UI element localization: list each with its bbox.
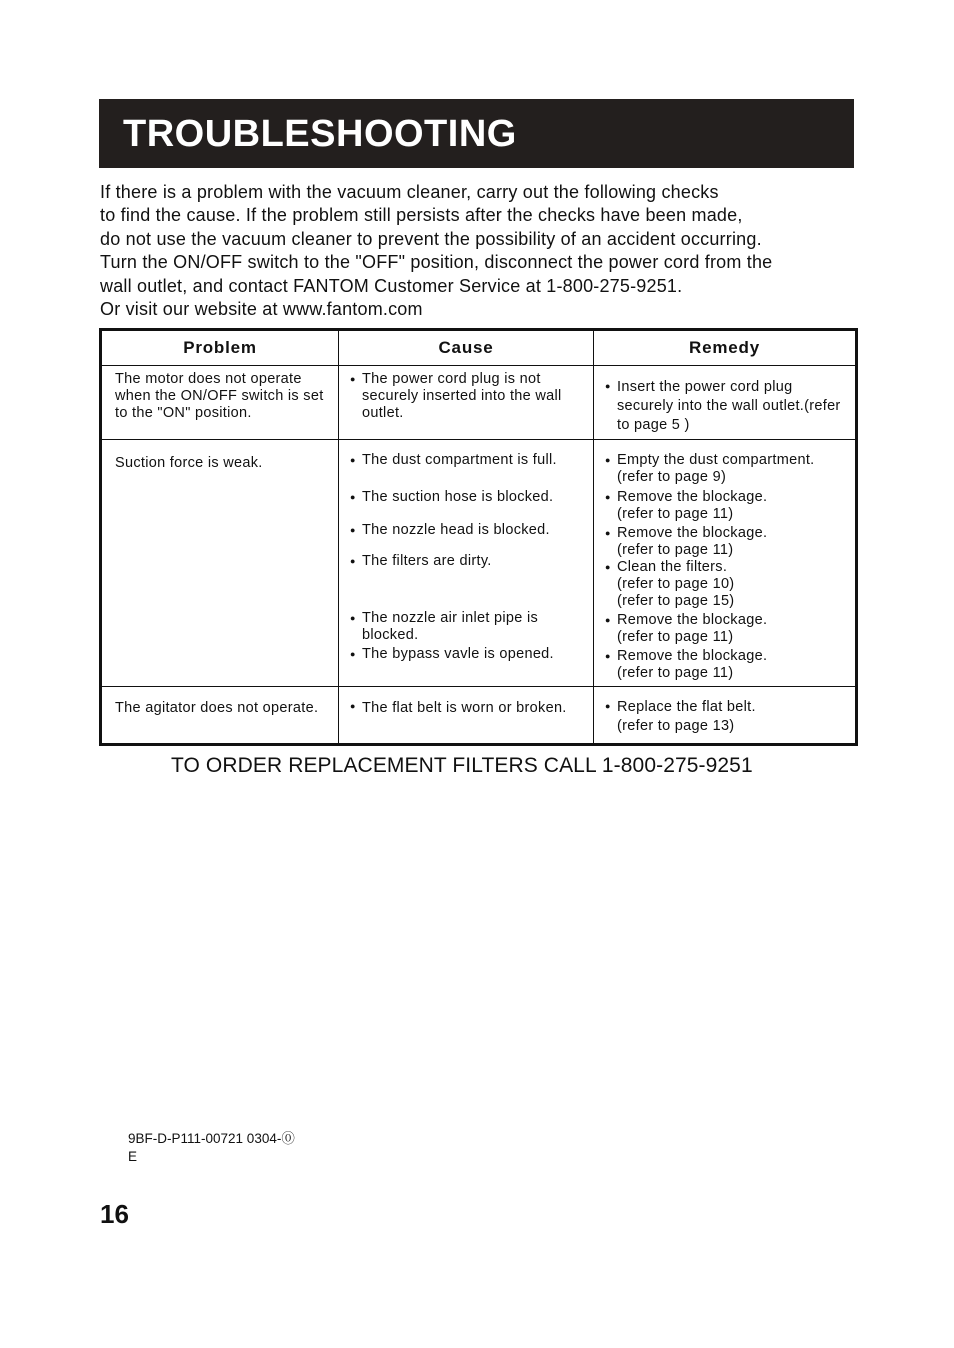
problem-cell	[101, 440, 339, 687]
remedy-text: Remove the blockage.	[617, 612, 768, 628]
remedy-page-ref: (refer to page 11)	[617, 665, 734, 681]
document-code-line: 9BF-D-P111-00721 0304-⓪	[128, 1131, 295, 1146]
remedy-text: Remove the blockage.	[617, 648, 768, 664]
cause-text: The nozzle head is blocked.	[362, 522, 550, 538]
remedy-text: Remove the blockage.	[617, 489, 768, 505]
cause-cell	[339, 440, 594, 687]
problem-text: The motor does not operate when the ON/OFF switch is set to the "ON" position.	[115, 371, 324, 421]
remedy-item	[605, 648, 848, 682]
intro-line: Turn the ON/OFF switch to the "OFF" position, disconnect the power cord from the	[100, 252, 773, 273]
problem-text: The agitator does not operate.	[115, 700, 319, 716]
bullet-icon: ●	[605, 381, 611, 391]
cause-text: The bypass vavle is opened.	[362, 646, 554, 662]
remedy-page-ref: (refer to page 11)	[617, 506, 734, 522]
title-bar	[99, 99, 854, 168]
bullet-icon: ●	[350, 701, 356, 711]
bullet-icon: ●	[350, 649, 356, 659]
table-header-row	[101, 330, 857, 366]
troubleshooting-table	[99, 328, 858, 746]
bullet-icon: ●	[605, 455, 611, 465]
bullet-icon: ●	[350, 374, 356, 384]
bullet-icon: ●	[605, 615, 611, 625]
remedy-cell	[594, 366, 857, 440]
remedy-item	[605, 612, 848, 646]
cause-text: The dust compartment is full.	[362, 452, 557, 468]
cause-text: The suction hose is blocked.	[362, 489, 554, 505]
order-filters-line: TO ORDER REPLACEMENT FILTERS CALL 1-800-275-9251	[171, 754, 753, 777]
cause-item	[350, 698, 586, 718]
cause-item	[350, 522, 586, 539]
remedy-text: Insert the power cord plug securely into the wall outlet.(refer to page 5 )	[617, 379, 841, 433]
remedy-text: Empty the dust compartment.	[617, 452, 815, 468]
table-row	[101, 687, 857, 745]
table-row	[101, 440, 857, 687]
cause-text: The flat belt is worn or broken.	[362, 700, 567, 716]
bullet-icon: ●	[605, 701, 611, 711]
remedy-page-ref: (refer to page 13)	[617, 718, 735, 734]
cause-item	[350, 646, 586, 663]
remedy-item	[605, 525, 848, 559]
document-code-language: E	[128, 1149, 138, 1164]
bullet-icon: ●	[350, 492, 356, 502]
remedy-item	[605, 698, 848, 736]
cause-item	[350, 371, 586, 422]
remedy-text: Replace the flat belt.	[617, 699, 756, 715]
bullet-icon: ●	[350, 455, 356, 465]
table-row	[101, 366, 857, 440]
remedy-cell	[594, 440, 857, 687]
remedy-item	[605, 489, 848, 523]
remedy-cell	[594, 687, 857, 745]
remedy-text: Clean the filters.	[617, 559, 728, 575]
remedy-page-ref: (refer to page 15)	[617, 593, 735, 609]
intro-line: Or visit our website at www.fantom.com	[100, 299, 423, 320]
bullet-icon: ●	[605, 651, 611, 661]
page-number: 16	[100, 1199, 129, 1229]
bullet-icon: ●	[350, 613, 356, 623]
cause-item	[350, 553, 586, 570]
remedy-item	[605, 559, 848, 610]
intro-paragraph	[100, 181, 860, 321]
document-code	[128, 1130, 295, 1166]
remedy-page-ref: (refer to page 11)	[617, 629, 734, 645]
cause-item	[350, 489, 586, 506]
bullet-icon: ●	[605, 492, 611, 502]
bullet-icon: ●	[605, 528, 611, 538]
cause-item	[350, 610, 586, 644]
cause-item	[350, 452, 586, 469]
column-header-cause: Cause	[339, 330, 594, 366]
intro-line: If there is a problem with the vacuum cleaner, carry out the following checks	[100, 182, 719, 202]
cause-text: The power cord plug is not securely inserted into the wall outlet.	[362, 371, 562, 421]
column-header-problem: Problem	[101, 330, 339, 366]
remedy-page-ref: (refer to page 10)	[617, 576, 735, 592]
cause-cell	[339, 687, 594, 745]
problem-cell	[101, 687, 339, 745]
remedy-page-ref: (refer to page 11)	[617, 542, 734, 558]
bullet-icon: ●	[605, 562, 611, 572]
cause-text: The filters are dirty.	[362, 553, 492, 569]
remedy-item	[605, 452, 848, 486]
problem-text: Suction force is weak.	[115, 455, 263, 471]
cause-cell	[339, 366, 594, 440]
column-header-remedy: Remedy	[594, 330, 857, 366]
remedy-text: Remove the blockage.	[617, 525, 768, 541]
intro-line: to find the cause. If the problem still persists after the checks have been made,	[100, 205, 743, 226]
intro-line: do not use the vacuum cleaner to prevent the possibility of an accident occurring.	[100, 228, 762, 249]
intro-line: wall outlet, and contact FANTOM Customer Service at 1-800-275-9251.	[100, 275, 683, 296]
remedy-page-ref: (refer to page 9)	[617, 469, 727, 485]
problem-cell	[101, 366, 339, 440]
page-title: TROUBLESHOOTING	[123, 113, 517, 155]
bullet-icon: ●	[350, 556, 356, 566]
remedy-item	[605, 378, 848, 435]
cause-text: The nozzle air inlet pipe is blocked.	[362, 610, 539, 643]
bullet-icon: ●	[350, 525, 356, 535]
